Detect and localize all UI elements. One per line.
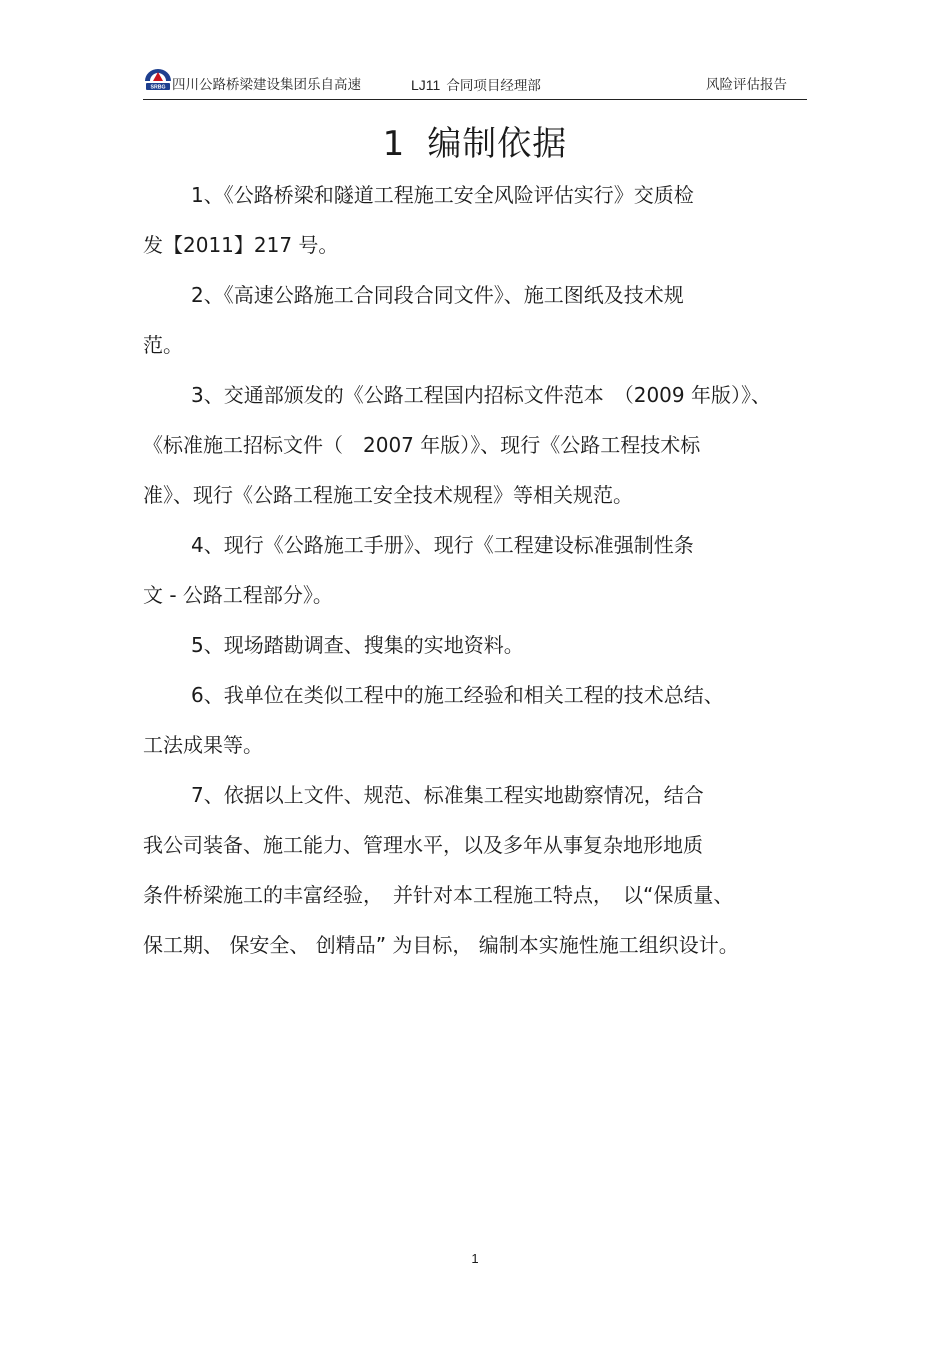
- svg-text:SRBG: SRBG: [150, 84, 166, 91]
- section-body: [143, 170, 807, 970]
- section-title-text: 编制依据: [427, 124, 568, 164]
- paragraph-line: 条件桥梁施工的丰富经验， 并针对本工程施工特点， 以“保质量、: [143, 883, 734, 907]
- page-number: 1: [471, 1251, 479, 1266]
- header-contract-dept: 合同项目经理部: [446, 78, 541, 94]
- section-number: 1: [382, 124, 406, 164]
- paragraph-line: 我公司装备、施工能力、管理水平，以及多年从事复杂地形地质: [143, 833, 703, 857]
- paragraph-line: 准》、现行《公路工程施工安全技术规程》等相关规范。: [143, 483, 633, 507]
- header-contract: [411, 76, 541, 95]
- paragraph-line: 《标准施工招标文件（ 2007 年版）》、现行《公路工程技术标: [143, 433, 701, 457]
- paragraph-line: 发【2011】217 号。: [143, 233, 339, 257]
- paragraph-line: 4、现行《公路施工手册》、现行《工程建设标准强制性条: [191, 533, 694, 557]
- paragraph-line: 3、交通部颁发的《公路工程国内招标文件范本 （2009 年版）》、: [191, 383, 771, 407]
- company-logo-icon: [143, 66, 173, 94]
- page-header: [143, 64, 807, 100]
- header-report-name: 风险评估报告: [706, 77, 787, 93]
- header-contract-code: LJ11: [411, 77, 441, 93]
- paragraph-line: 2、《高速公路施工合同段合同文件》、施工图纸及技术规: [191, 283, 684, 307]
- paragraph-line: 6、我单位在类似工程中的施工经验和相关工程的技术总结、: [191, 683, 724, 707]
- section-title: [0, 122, 950, 166]
- paragraph-line: 保工期、 保安全、 创精品” 为目标， 编制本实施性施工组织设计。: [143, 933, 739, 957]
- paragraph-line: 工法成果等。: [143, 733, 263, 757]
- paragraph-line: 1、《公路桥梁和隧道工程施工安全风险评估实行》交质检: [191, 183, 694, 207]
- paragraph-line: 文 - 公路工程部分》。: [143, 583, 333, 607]
- header-divider: [143, 99, 807, 100]
- header-organization: 四川公路桥梁建设集团乐自高速: [172, 77, 361, 93]
- paragraph-line: 7、依据以上文件、规范、标准集工程实地勘察情况，结合: [191, 783, 704, 807]
- paragraph-line: 5、现场踏勘调查、搜集的实地资料。: [191, 633, 524, 657]
- paragraph-line: 范。: [143, 333, 183, 357]
